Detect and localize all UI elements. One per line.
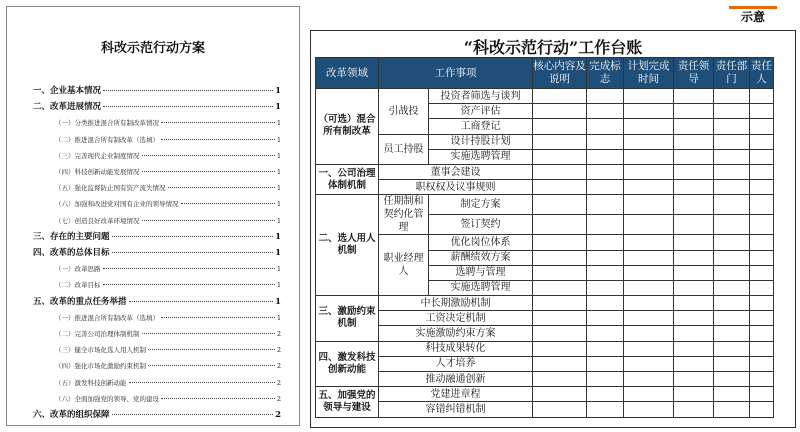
toc-text: 三、存在的主要问题 [33,231,110,242]
plan-cell[interactable] [624,195,674,215]
toc-page-number: 2 [276,346,281,355]
toc-page-number: 1 [276,168,281,176]
leader-cell[interactable] [674,119,714,134]
leader-cell[interactable] [674,235,714,250]
dept-cell[interactable] [714,265,750,280]
toc-leader-dots [142,171,275,172]
core-cell[interactable] [533,341,587,356]
core-cell[interactable] [533,104,587,119]
toc-leader-dots [148,349,275,350]
toc-page-number: 1 [276,135,281,144]
plan-cell[interactable] [624,119,674,134]
dept-cell[interactable] [714,356,750,371]
dept-cell[interactable] [714,104,750,119]
plan-cell[interactable] [624,149,674,164]
toc-section[interactable] [33,247,281,259]
done-cell[interactable] [587,280,624,295]
ledger-table [315,57,774,418]
toc-text: 一、企业基本情况 [33,86,102,96]
toc-text: （六）全面加强党的领导、党的建设 [55,394,159,403]
leader-cell[interactable] [674,149,714,164]
leader-cell[interactable] [674,402,714,417]
header-core: 核心内容及说明 [533,58,587,89]
toc-leader-dots [161,317,275,318]
core-cell[interactable] [533,280,587,295]
area-cell: 四、激发科技创新动能 [316,341,379,387]
dept-cell[interactable] [714,195,750,215]
done-cell[interactable] [587,250,624,265]
plan-cell[interactable] [624,235,674,250]
core-cell[interactable] [533,119,587,134]
core-cell[interactable] [533,372,587,387]
toc-page-number: 1 [275,231,281,242]
toc-leader-dots [103,106,273,107]
core-cell[interactable] [533,89,587,104]
core-cell[interactable] [533,265,587,280]
toc-text: （二）改革目标 [55,281,101,290]
leader-cell[interactable] [674,134,714,149]
done-cell[interactable] [587,341,624,356]
dept-cell[interactable] [714,215,750,235]
plan-cell[interactable] [624,104,674,119]
ledger-title: “科改示范行动”工作台账 [463,38,643,57]
core-cell[interactable] [533,402,587,417]
core-cell[interactable] [533,195,587,215]
core-cell[interactable] [533,215,587,235]
table-row [316,296,774,311]
done-cell[interactable] [587,296,624,311]
toc-subsection[interactable] [33,312,281,324]
dept-cell[interactable] [714,280,750,295]
toc-leader-dots [142,155,275,156]
plan-cell[interactable] [624,89,674,104]
plan-cell[interactable] [624,311,674,326]
toc-leader-dots [112,414,274,415]
toc-text: （三）完善现代企业制度情况 [55,151,140,160]
sub-area-cell: 职业经理人 [379,235,429,296]
toc-leader-dots [161,398,275,399]
leader-cell[interactable] [674,372,714,387]
toc-text: （二）完善公司治理体制机制 [55,330,140,338]
toc-page-number: 1 [276,313,281,322]
plan-cell[interactable] [624,296,674,311]
dept-cell[interactable] [714,326,750,341]
leader-cell[interactable] [674,265,714,280]
task-cell: 职权权及议事规则 [379,180,533,195]
core-cell[interactable] [533,250,587,265]
core-cell[interactable] [533,149,587,164]
plan-cell[interactable] [624,387,674,402]
toc-leader-dots [129,382,275,383]
person-cell[interactable] [750,311,774,326]
table-row [316,134,774,149]
person-cell[interactable] [750,280,774,295]
table-row [316,89,774,104]
leader-cell[interactable] [674,89,714,104]
plan-cell[interactable] [624,356,674,371]
toc-subsection[interactable] [33,182,281,194]
done-cell[interactable] [587,402,624,417]
leader-cell[interactable] [674,250,714,265]
person-cell[interactable] [750,326,774,341]
sub-area-cell: 任期制和契约化管理 [379,195,429,235]
done-cell[interactable] [587,164,624,179]
toc-subsection[interactable] [33,377,281,389]
plan-cell[interactable] [624,134,674,149]
document-preview [6,6,300,426]
person-cell[interactable] [750,164,774,179]
core-cell[interactable] [533,235,587,250]
task-cell: 董事会建设 [379,164,533,179]
task-cell: 容错纠错机制 [379,402,533,417]
table-row [316,235,774,250]
leader-cell[interactable] [674,164,714,179]
done-cell[interactable] [587,215,624,235]
toc-subsection[interactable] [33,279,281,291]
area-cell: （可选）混合所有制改革 [316,89,379,165]
task-cell: 选聘与管理 [429,265,533,280]
task-cell: 实施激励约束方案 [379,326,533,341]
task-cell: 设计持股计划 [429,134,533,149]
toc-subsection[interactable] [33,360,281,372]
dept-cell[interactable] [714,387,750,402]
header-row [316,58,774,89]
toc-subsection[interactable] [33,134,281,146]
toc-leader-dots [129,301,274,302]
plan-cell[interactable] [624,215,674,235]
core-cell[interactable] [533,296,587,311]
header-leader: 责任领导 [674,58,714,89]
person-cell[interactable] [750,180,774,195]
leader-cell[interactable] [674,311,714,326]
toc-leader-dots [103,284,275,285]
toc-subsection[interactable] [33,198,281,210]
toc-page-number: 1 [276,200,281,209]
person-cell[interactable] [750,149,774,164]
toc-text: 五、改革的重点任务举措 [33,296,127,307]
toc-subsection[interactable] [33,150,281,162]
sub-area-cell: 员工持股 [379,134,429,164]
task-cell: 签订契约 [429,215,533,235]
done-cell[interactable] [587,180,624,195]
done-cell[interactable] [587,235,624,250]
done-cell[interactable] [587,326,624,341]
table-row [316,341,774,356]
core-cell[interactable] [533,326,587,341]
header-task: 工作事项 [379,58,533,89]
done-cell[interactable] [587,356,624,371]
toc-text: （七）创造良好改革环境情况 [55,216,140,225]
plan-cell[interactable] [624,341,674,356]
toc-page-number: 2 [276,362,281,371]
toc-text: （三）健全市场化选人用人机制 [55,346,146,355]
table-row [316,180,774,195]
toc-leader-dots [168,187,275,188]
table-row [316,372,774,387]
area-cell: 二、选人用人机制 [316,195,379,296]
dept-cell[interactable] [714,341,750,356]
document-title: 科改示范行动方案 [100,41,205,56]
dept-cell[interactable] [714,250,750,265]
leader-cell[interactable] [674,215,714,235]
toc-text: （一）改革思路 [55,265,101,274]
person-cell[interactable] [750,387,774,402]
toc-subsection[interactable] [33,263,281,275]
dept-cell[interactable] [714,149,750,164]
illustration-badge: 示意 [729,6,777,26]
core-cell[interactable] [533,387,587,402]
person-cell[interactable] [750,134,774,149]
toc-page-number: 1 [276,265,281,274]
toc-page-number: 1 [276,184,281,193]
done-cell[interactable] [587,195,624,215]
toc-leader-dots [161,139,275,140]
done-cell[interactable] [587,372,624,387]
task-cell: 优化岗位体系 [429,235,533,250]
person-cell[interactable] [750,372,774,387]
table-row [316,356,774,371]
toc-section[interactable] [33,296,281,308]
dept-cell[interactable] [714,119,750,134]
toc-text: （一）推进混合所有制改革（选填） [55,313,159,322]
leader-cell[interactable] [674,280,714,295]
leader-cell[interactable] [674,296,714,311]
core-cell[interactable] [533,134,587,149]
plan-cell[interactable] [624,280,674,295]
dept-cell[interactable] [714,296,750,311]
leader-cell[interactable] [674,326,714,341]
toc-page-number: 1 [275,248,281,258]
toc-text: 二、改革进展情况 [33,102,102,113]
plan-cell[interactable] [624,250,674,265]
person-cell[interactable] [750,119,774,134]
done-cell[interactable] [587,119,624,134]
toc-page-number: 1 [275,86,281,96]
leader-cell[interactable] [674,387,714,402]
task-cell: 工资决定机制 [379,311,533,326]
table-row [316,164,774,179]
person-cell[interactable] [750,104,774,119]
header-done: 完成标志 [587,58,624,89]
toc-leader-dots [181,203,275,204]
toc-page-number: 1 [275,296,281,307]
toc-page-number: 1 [276,281,281,290]
table-row [316,195,774,215]
person-cell[interactable] [750,402,774,417]
table-row [316,311,774,326]
toc-leader-dots [103,90,273,91]
area-cell: 三、激励约束机制 [316,296,379,342]
toc-section[interactable] [33,85,281,97]
ledger-panel [310,30,796,428]
plan-cell[interactable] [624,326,674,341]
header-person: 责任人 [750,58,774,89]
area-cell: 五、加强党的领导与建设 [316,387,379,417]
toc-leader-dots [112,252,274,253]
core-cell[interactable] [533,311,587,326]
task-cell: 工商登记 [429,119,533,134]
person-cell[interactable] [750,341,774,356]
dept-cell[interactable] [714,164,750,179]
toc-text: （六）加强和改进党对国有企业的领导情况 [55,200,179,209]
toc-page-number: 2 [275,410,281,420]
toc-text: （一）分类推进混合所有制改革情况 [55,119,159,128]
done-cell[interactable] [587,387,624,402]
person-cell[interactable] [750,235,774,250]
task-cell: 推动融通创新 [379,372,533,387]
toc-leader-dots [142,220,275,221]
toc-text: 六、改革的组织保障 [33,410,110,420]
plan-cell[interactable] [624,265,674,280]
task-cell: 实施选聘管理 [429,149,533,164]
core-cell[interactable] [533,180,587,195]
toc-page-number: 1 [276,151,281,160]
dept-cell[interactable] [714,372,750,387]
task-cell: 中长期激励机制 [379,296,533,311]
table-row [316,387,774,402]
header-dept: 责任部门 [714,58,750,89]
dept-cell[interactable] [714,89,750,104]
task-cell: 实施选聘管理 [429,280,533,295]
toc-page-number: 2 [276,394,281,403]
toc-subsection[interactable] [33,166,281,178]
toc-text: （五）激发科技创新动能 [55,378,127,387]
toc-page-number: 1 [276,216,281,225]
leader-cell[interactable] [674,195,714,215]
table-row [316,402,774,417]
leader-cell[interactable] [674,180,714,195]
task-cell: 人才培养 [379,356,533,371]
table-row [316,326,774,341]
person-cell[interactable] [750,250,774,265]
done-cell[interactable] [587,134,624,149]
dept-cell[interactable] [714,311,750,326]
toc-text: （五）强化监督防止国有资产流失情况 [55,184,166,193]
toc-page-number: 2 [276,378,281,387]
done-cell[interactable] [587,104,624,119]
plan-cell[interactable] [624,402,674,417]
task-cell: 薪酬绩效方案 [429,250,533,265]
dept-cell[interactable] [714,134,750,149]
done-cell[interactable] [587,89,624,104]
dept-cell[interactable] [714,402,750,417]
task-cell: 党建进章程 [379,387,533,402]
toc-subsection[interactable] [33,117,281,129]
task-cell: 制定方案 [429,195,533,215]
person-cell[interactable] [750,215,774,235]
done-cell[interactable] [587,149,624,164]
plan-cell[interactable] [624,164,674,179]
plan-cell[interactable] [624,372,674,387]
person-cell[interactable] [750,195,774,215]
toc-section[interactable] [33,409,281,421]
toc-page-number: 2 [276,330,281,338]
toc-leader-dots [161,122,275,123]
toc-section[interactable] [33,231,281,243]
toc-section[interactable] [33,101,281,113]
dept-cell[interactable] [714,180,750,195]
toc-text: （四）科技创新动能发展情况 [55,168,140,176]
core-cell[interactable] [533,164,587,179]
person-cell[interactable] [750,296,774,311]
toc-leader-dots [142,333,275,334]
task-cell: 资产评估 [429,104,533,119]
person-cell[interactable] [750,265,774,280]
leader-cell[interactable] [674,356,714,371]
task-cell: 科技成果转化 [379,341,533,356]
header-area: 改革领域 [316,58,379,89]
dept-cell[interactable] [714,235,750,250]
header-plan: 计划完成时间 [624,58,674,89]
done-cell[interactable] [587,265,624,280]
toc-subsection[interactable] [33,328,281,340]
toc-text: 四、改革的总体目标 [33,248,110,258]
area-cell: 一、公司治理体制机制 [316,164,379,194]
leader-cell[interactable] [674,104,714,119]
toc-leader-dots [112,236,274,237]
leader-cell[interactable] [674,341,714,356]
toc-page-number: 1 [275,102,281,113]
toc-leader-dots [148,365,275,366]
toc-text: （二）推进混合所有制改革（选填） [55,135,159,144]
plan-cell[interactable] [624,180,674,195]
toc-subsection[interactable] [33,393,281,405]
toc-subsection[interactable] [33,344,281,356]
core-cell[interactable] [533,356,587,371]
done-cell[interactable] [587,311,624,326]
person-cell[interactable] [750,89,774,104]
sub-area-cell: 引战投 [379,89,429,135]
toc-subsection[interactable] [33,215,281,227]
toc-page-number: 1 [276,119,281,128]
toc-text: （四）强化市场化激励约束机制 [55,362,146,371]
person-cell[interactable] [750,356,774,371]
task-cell: 投资者筛选与谈判 [429,89,533,104]
toc-leader-dots [103,268,275,269]
